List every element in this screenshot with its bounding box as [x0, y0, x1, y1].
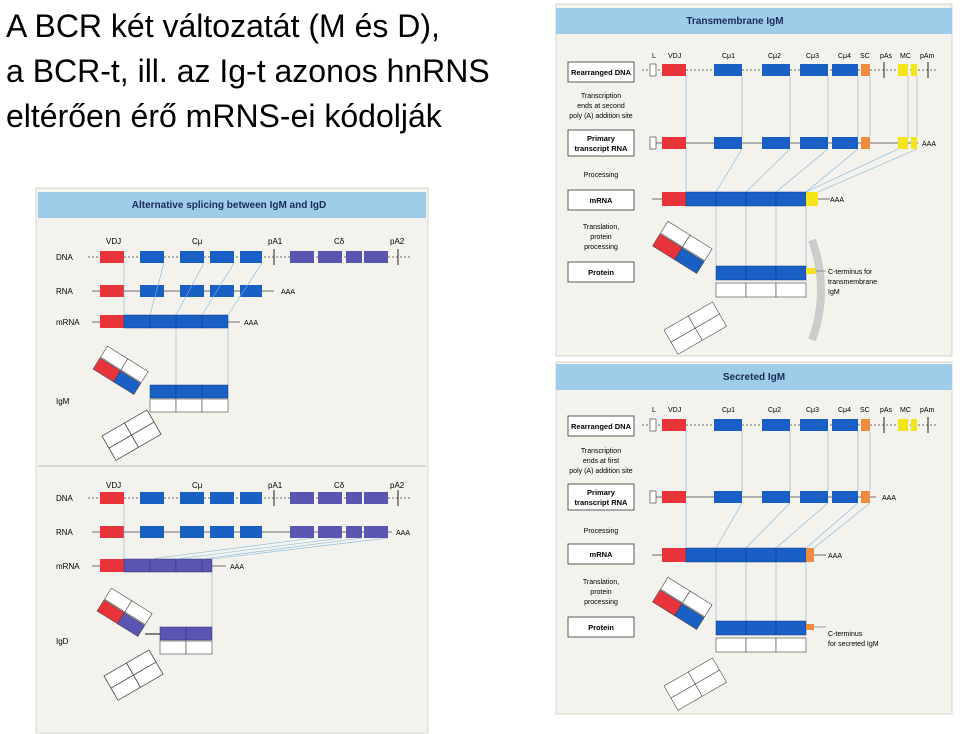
rb-cterm2: for secreted IgM — [828, 641, 879, 648]
left-figure — [36, 188, 428, 733]
label-vdj: VDJ — [106, 237, 122, 246]
rt-mrna-tail: AAA — [830, 197, 845, 204]
title-line-2: a BCR-t, ill. az Ig-t azonos hnRNS — [6, 53, 490, 89]
rb-label-cmu3: Cμ3 — [806, 407, 819, 414]
label-pa1: pA1 — [268, 237, 283, 246]
rt-cterm2: transmembrane — [828, 279, 878, 286]
rb-header-text: Secreted IgM — [722, 372, 786, 383]
rt-label-cmu1: Cμ1 — [722, 53, 735, 60]
row-rna-2: RNA — [56, 528, 73, 537]
rt-note3: poly (A) addition site — [569, 113, 633, 120]
title-line-1: A BCR két változatát (M és D), — [6, 8, 440, 44]
rb-label-cmu1: Cμ1 — [722, 407, 735, 414]
rt-trans2: protein — [590, 234, 612, 241]
rt-processing: Processing — [583, 172, 619, 179]
rb-cterm1: C-terminus — [828, 631, 863, 638]
title-line-3: eltérően érő mRNS-ei kódolják — [6, 98, 442, 134]
mrna-tail-1: AAA — [244, 320, 259, 327]
rb-note2: ends at first — [582, 458, 620, 465]
rb-primary1: Primary — [587, 488, 615, 497]
igd-label: IgD — [56, 637, 69, 646]
rt-protein-text: Protein — [588, 268, 614, 277]
rt-label-sc: SC — [860, 53, 870, 60]
label-pa2: pA2 — [390, 237, 405, 246]
rt-note1: Transcription — [580, 93, 622, 100]
rt-primary-tail: AAA — [922, 141, 937, 148]
rna-tail-1: AAA — [281, 289, 296, 296]
mrna-tail-2: AAA — [230, 564, 245, 571]
rt-trans3: processing — [584, 244, 618, 251]
row-mrna: mRNA — [56, 318, 80, 327]
rb-trans3: processing — [584, 599, 618, 606]
label-vdj-2: VDJ — [106, 481, 122, 490]
right-bottom-figure — [556, 362, 952, 714]
rt-header-text: Transmembrane IgM — [686, 16, 784, 27]
rt-cterm3: IgM — [828, 289, 840, 296]
rb-label-vdj: VDJ — [668, 407, 682, 414]
rb-note1: Transcription — [580, 448, 622, 455]
rb-panel — [556, 362, 952, 714]
rb-primary2: transcript RNA — [574, 498, 628, 507]
rt-mrna-text: mRNA — [589, 196, 613, 205]
rna-tail-2: AAA — [396, 530, 411, 537]
rb-trans2: protein — [590, 589, 612, 596]
rt-label-pam: pAm — [920, 53, 935, 60]
rb-step-dna-text: Rearranged DNA — [570, 422, 632, 431]
label-cmu-2: Cμ — [192, 481, 203, 490]
row-dna: DNA — [56, 253, 73, 262]
rb-label-pas: pAs — [880, 407, 893, 414]
rt-note2: ends at second — [577, 103, 625, 110]
rt-primary2: transcript RNA — [574, 144, 628, 153]
rb-label-mc: MC — [900, 407, 911, 414]
rt-primary1: Primary — [587, 134, 615, 143]
label-cdelta-2: Cδ — [334, 481, 345, 490]
rt-step-dna-text: Rearranged DNA — [570, 68, 632, 77]
rb-label-l: L — [652, 407, 656, 414]
rb-protein-text: Protein — [588, 623, 614, 632]
rb-label-cmu4: Cμ4 — [838, 407, 851, 414]
rt-label-cmu4: Cμ4 — [838, 53, 851, 60]
igm-label: IgM — [56, 397, 70, 406]
rb-label-pam: pAm — [920, 407, 935, 414]
row-dna-2: DNA — [56, 494, 73, 503]
rt-label-cmu2: Cμ2 — [768, 53, 781, 60]
rt-label-mc: MC — [900, 53, 911, 60]
rb-label-sc: SC — [860, 407, 870, 414]
rt-label-cmu3: Cμ3 — [806, 53, 819, 60]
left-header-text: Alternative splicing between IgM and IgD — [131, 200, 327, 211]
label-pa1-2: pA1 — [268, 481, 283, 490]
rb-mrna-tail: AAA — [828, 553, 843, 560]
rt-trans1: Translation, — [582, 224, 620, 231]
rt-panel — [556, 4, 952, 356]
rb-mrna-text: mRNA — [589, 550, 613, 559]
label-cmu: Cμ — [192, 237, 203, 246]
rb-trans1: Translation, — [582, 579, 620, 586]
dna-vdj — [100, 251, 124, 263]
left-panel — [36, 188, 428, 733]
row-mrna-2: mRNA — [56, 562, 80, 571]
label-pa2-2: pA2 — [390, 481, 405, 490]
right-top-figure — [556, 4, 952, 356]
label-cdelta: Cδ — [334, 237, 345, 246]
rt-label-l: L — [652, 53, 656, 60]
rt-cterm1: C-terminus for — [828, 269, 873, 276]
row-rna: RNA — [56, 287, 73, 296]
rt-label-vdj: VDJ — [668, 53, 682, 60]
rb-processing: Processing — [583, 528, 619, 535]
rb-label-cmu2: Cμ2 — [768, 407, 781, 414]
rb-primary-tail: AAA — [882, 495, 897, 502]
rb-note3: poly (A) addition site — [569, 468, 633, 475]
rt-label-pas: pAs — [880, 53, 893, 60]
